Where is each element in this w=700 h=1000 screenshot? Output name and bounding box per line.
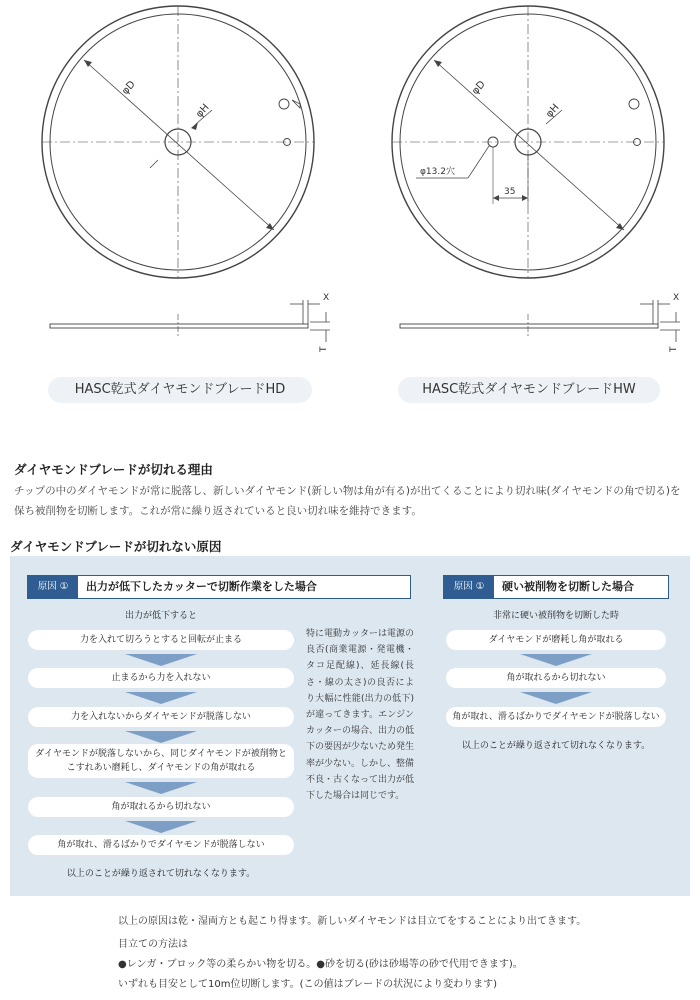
arrow-down-icon <box>125 654 197 666</box>
arrow-down-icon <box>520 654 592 666</box>
label-x: X <box>323 293 330 303</box>
label-t: T <box>319 346 329 352</box>
caption-hw: HASC乾式ダイヤモンドブレードHW <box>398 377 660 403</box>
label-t: T <box>669 346 679 352</box>
cause1-tag: 原因 ① <box>28 576 78 598</box>
label-x: X <box>673 293 680 303</box>
section-title-why-cuts: ダイヤモンドブレードが切れる理由 <box>14 462 213 477</box>
cause2-title: 硬い被削物を切断した場合 <box>502 580 634 593</box>
label-diameter-h: φH <box>544 102 562 121</box>
cause1-step-3: 力を入れないからダイヤモンドが脱落しない <box>28 707 294 727</box>
cause2-step-1: ダイヤモンドが磨耗し角が取れる <box>446 630 666 650</box>
arrow-down-icon <box>125 692 197 704</box>
label-diameter-h: φH <box>194 102 212 121</box>
cause2-step-2: 角が取れるから切れない <box>446 668 666 688</box>
section-title-why-not-cut: ダイヤモンドブレードが切れない原因 <box>10 539 222 554</box>
blade-hd-drawing <box>0 0 350 440</box>
footer-line-1: 以上の原因は乾・湿両方とも起こり得ます。新しいダイヤモンドは目立てをすることにより出てきます。 <box>118 916 587 927</box>
cause2-step-3: 角が取れ、滑るばかりでダイヤモンドが脱落しない <box>446 707 666 727</box>
cause2-header <box>443 575 669 599</box>
cause1-step-2: 止まるから力を入れない <box>28 668 294 688</box>
blade-hw-drawing <box>350 0 700 440</box>
cause2-conclusion: 以上のことが繰り返されて切れなくなります。 <box>461 741 651 751</box>
cause1-step-4 <box>28 744 294 778</box>
cause1-intro: 出力が低下すると <box>124 611 197 621</box>
cause1-step-6: 角が取れ、滑るばかりでダイヤモンドが脱落しない <box>28 835 294 855</box>
diameter-line <box>84 60 274 230</box>
section-body-why-cuts: チップの中のダイヤモンドが常に脱落し、新しいダイヤモンド(新しい物は角が有る)が出てくることにより切れ味(ダイヤモンドの角で切る)を保ち被削物を切断します。これが常に繰り返されていると良い切れ味を維持できます。 <box>14 485 681 517</box>
footer-line-2: 目立ての方法は <box>118 939 188 950</box>
cause1-step-4-line1: ダイヤモンドが脱落しないから、同じダイヤモンドが被削物と <box>35 749 287 759</box>
cause2-tag: 原因 ① <box>444 576 494 598</box>
cause2-intro: 非常に硬い被削物を切断した時 <box>492 611 619 621</box>
arrow-down-icon <box>520 692 592 704</box>
cause1-conclusion: 以上のことが繰り返されて切れなくなります。 <box>66 869 256 879</box>
arrow-down-icon <box>125 731 197 743</box>
label-pin-hole: φ13.2穴 <box>420 167 455 177</box>
footer-line-3: ●レンガ・ブロック等の柔らかい物を切る。●砂を切る(砂は砂場等の砂で代用できます)。 <box>118 959 523 970</box>
label-diameter-d: φD <box>120 79 138 98</box>
cause1-step-5: 角が取れるから切れない <box>28 797 294 817</box>
label-diameter-d: φD <box>470 79 488 98</box>
caption-hd: HASC乾式ダイヤモンドブレードHD <box>48 377 312 403</box>
blade-side-view <box>50 324 308 328</box>
cause1-header <box>27 575 411 599</box>
arrow-down-icon <box>125 782 197 794</box>
label-offset-35: 35 <box>504 187 516 197</box>
arrow-down-icon <box>125 821 197 833</box>
footer-line-4: いずれも目安として10m位切断します。(この値はブレードの状況により変わります) <box>118 979 498 990</box>
cause1-note: 特に電動カッターは電源の良否(商業電源・発電機・タコ足配線)、延長線(長さ・線の太さ)の良否により大幅に性能(出力の低下)が違ってきます。エンジンカッターの場合、出力の低下の要因が少ないため発生率が少ない。しかし、整備不良・古くなって出力が低下した場合は同じです。 <box>306 629 415 802</box>
cause1-step-4-line2: こすれあい磨耗し、ダイヤモンドの角が取れる <box>66 763 256 773</box>
cause1-step-1: 力を入れて切ろうとすると回転が止まる <box>28 630 294 650</box>
keyhole-slot <box>279 99 289 109</box>
cause1-title: 出力が低下したカッターで切断作業をした場合 <box>86 580 317 593</box>
